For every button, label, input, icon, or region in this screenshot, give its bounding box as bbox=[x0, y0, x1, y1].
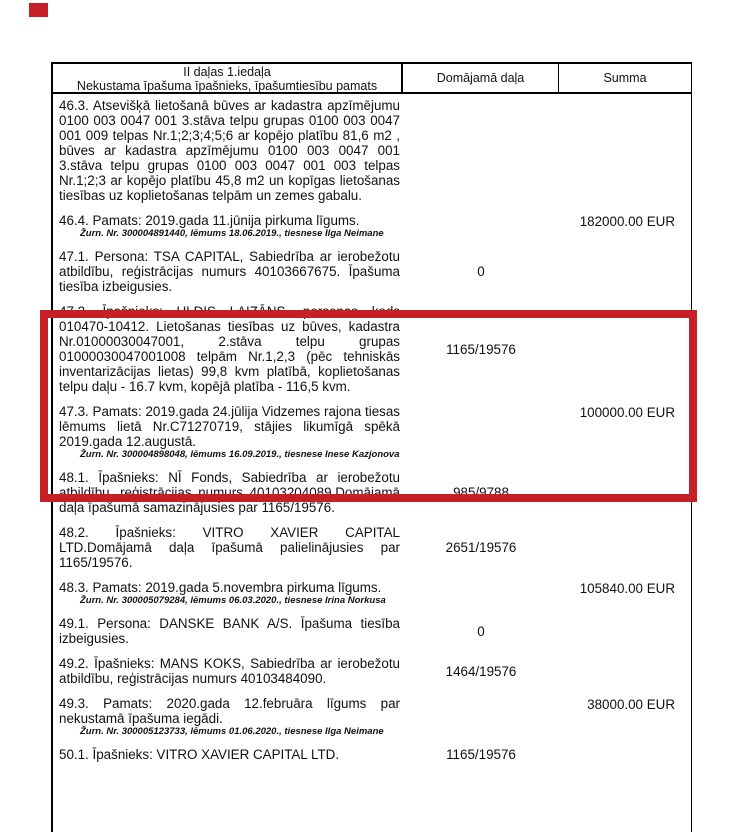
row-owner-cell bbox=[53, 98, 403, 203]
row-owner-cell bbox=[53, 470, 403, 515]
row-share bbox=[403, 404, 559, 460]
row-share: 0 bbox=[477, 264, 485, 279]
row-main-text: 49.1. Persona: DANSKE BANK A/S. Īpašuma tiesība izbeigusies. bbox=[59, 616, 400, 646]
row-owner-cell bbox=[53, 404, 403, 460]
row-share bbox=[403, 98, 559, 203]
row-sum bbox=[559, 249, 691, 294]
row-sum bbox=[559, 616, 691, 646]
row-owner-cell bbox=[53, 616, 403, 646]
header-owner-label: Nekustama īpašuma īpašnieks, īpašumtiesību pamats bbox=[76, 79, 378, 93]
row-main-text: 49.3. Pamats: 2020.gada 12.februāra līgums par nekustamā īpašuma iegādi. bbox=[59, 696, 400, 726]
table-row bbox=[53, 98, 691, 203]
row-sum: 105840.00 EUR bbox=[579, 581, 675, 596]
row-main-text: 48.1. Īpašnieks: NĪ Fonds, Sabiedrība ar ierobežotu atbildību, reģistrācijas numurs 40103204089.Domājamā daļa īpašumā samazinājusies par 1165/19576. bbox=[59, 470, 400, 515]
table-row bbox=[53, 747, 691, 762]
row-owner-cell bbox=[53, 580, 403, 606]
registry-table bbox=[51, 62, 692, 832]
table-row bbox=[53, 304, 691, 394]
table-row bbox=[53, 580, 691, 606]
row-share: 1464/19576 bbox=[445, 663, 517, 679]
row-footnote: Žurn. Nr. 300004891440, lēmums 18.06.2019., tiesnese Ilga Neimane bbox=[80, 228, 384, 239]
row-footnote: Žurn. Nr. 300004898048, lēmums 16.09.2019., tiesnese Inese Kazjonova bbox=[80, 449, 400, 460]
row-footnote: Žurn. Nr. 300005123733, lēmums 01.06.2020., tiesnese Ilga Neimane bbox=[80, 726, 384, 737]
row-main-text: 47.2. Īpašnieks: ULDIS LAIZĀNS, personas kods 010470-10412. Lietošanas tiesības uz būves, kadastra Nr.01000030047001, 2.stāva telpu grupas 01000030047001008 telpām Nr.1,2,3 (pēc tehniskās inventarizācijas lietas) 99,8 kvm platībā, koplietošanas telpu daļu - 16.7 kvm, kopējā platība - 116,5 kvm. bbox=[59, 304, 400, 394]
row-share: 1165/19576 bbox=[446, 341, 516, 357]
table-body bbox=[53, 98, 691, 762]
row-main-text: 48.3. Pamats: 2019.gada 5.novembra pirkuma līgums. bbox=[59, 580, 382, 595]
row-sum: 38000.00 EUR bbox=[587, 697, 675, 712]
table-row bbox=[53, 404, 691, 460]
table-row bbox=[53, 213, 691, 239]
row-main-text: 50.1. Īpašnieks: VITRO XAVIER CAPITAL LTD. bbox=[59, 747, 340, 762]
row-share bbox=[403, 696, 559, 737]
table-row bbox=[53, 616, 691, 646]
table-row bbox=[53, 470, 691, 515]
row-sum: 182000.00 EUR bbox=[579, 214, 675, 229]
row-share: 1165/19576 bbox=[446, 747, 516, 762]
row-sum bbox=[559, 525, 691, 570]
row-owner-cell bbox=[53, 213, 403, 239]
table-row bbox=[53, 249, 691, 294]
row-main-text: 46.3. Atsevišķā lietošanā būves ar kadastra apzīmējumu 0100 003 0047 001 3.stāva telpu grupas 0100 003 0047 001 009 telpas Nr.1;2;3;4;5;6 ar kopējo platību 81,6 m2 , būves ar kadastra apzīmējumu 0100 003 0047 001 3.stāva telpu grupas 0100 003 0047 001 003 telpas Nr.1;2;3 ar kopējo platību 45,8 m2 un kopīgas lietošanas tiesības uz koplietošanas telpām un zemes gabalu. bbox=[59, 98, 400, 203]
header-col-share: Domājamā daļa bbox=[403, 64, 559, 92]
row-owner-cell bbox=[53, 525, 403, 570]
row-share bbox=[403, 213, 559, 239]
row-owner-cell bbox=[53, 747, 403, 762]
row-footnote: Žurn. Nr. 300005079284, lēmums 06.03.2020., tiesnese Irina Norkusa bbox=[80, 595, 386, 606]
row-main-text: 49.2. Īpašnieks: MANS KOKS, Sabiedrība ar ierobežotu atbildību, reģistrācijas numurs 40103484090. bbox=[59, 656, 400, 686]
row-share: 0 bbox=[477, 623, 485, 639]
row-owner-cell bbox=[53, 696, 403, 737]
table-header bbox=[53, 62, 691, 94]
row-owner-cell bbox=[53, 249, 403, 294]
row-sum bbox=[559, 747, 691, 762]
row-sum bbox=[559, 656, 691, 686]
row-owner-cell bbox=[53, 304, 403, 394]
header-col-sum: Summa bbox=[603, 71, 647, 85]
header-section-title: II daļas 1.iedaļa bbox=[183, 65, 271, 79]
row-sum bbox=[559, 470, 691, 515]
row-sum bbox=[559, 304, 691, 394]
row-sum bbox=[559, 98, 691, 203]
row-main-text: 46.4. Pamats: 2019.gada 11.jūnija pirkuma līgums. bbox=[59, 213, 360, 228]
red-corner-marker bbox=[29, 3, 48, 17]
row-share: 985/9788 bbox=[453, 485, 509, 500]
row-main-text: 47.3. Pamats: 2019.gada 24.jūlija Vidzemes rajona tiesas lēmums lietā Nr.C71270719, stājies likumīgā spēkā 2019.gada 12.augustā. bbox=[59, 404, 400, 449]
row-share: 2651/19576 bbox=[445, 540, 517, 555]
row-sum: 100000.00 EUR bbox=[579, 405, 675, 420]
row-share bbox=[403, 580, 559, 606]
table-row bbox=[53, 656, 691, 686]
table-row bbox=[53, 525, 691, 570]
row-owner-cell bbox=[53, 656, 403, 686]
row-main-text: 48.2. Īpašnieks: VITRO XAVIER CAPITAL LTD.Domājamā daļa īpašumā palielinājusies par 1165/19576. bbox=[59, 525, 400, 570]
table-row bbox=[53, 696, 691, 737]
header-col-owner bbox=[53, 64, 403, 92]
row-main-text: 47.1. Persona: TSA CAPITAL, Sabiedrība ar ierobežotu atbildību, reģistrācijas numurs 40103667675. Īpašuma tiesība izbeigusies. bbox=[59, 249, 400, 294]
